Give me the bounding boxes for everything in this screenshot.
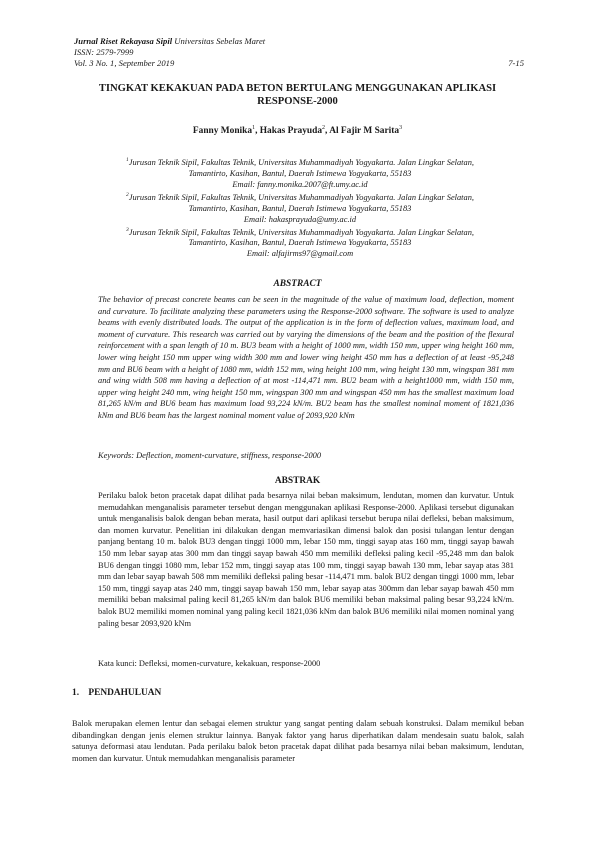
affiliation-mark: 1 [126, 157, 129, 163]
journal-university: Universitas Sebelas Maret [174, 36, 266, 46]
affiliation-address: Jurusan Teknik Sipil, Fakultas Teknik, Universitas Muhammadiyah Yogyakarta. Jalan Lingkar Selatan, [128, 157, 474, 167]
author-name: Al Fajir M Sarita [329, 126, 400, 137]
section-heading [72, 688, 522, 698]
affiliation-line: Tamantirto, Kasihan, Bantul, Daerah Istimewa Yogyakarta, 55183 [188, 168, 412, 178]
affiliation-line [84, 190, 516, 203]
affiliation-address: Jurusan Teknik Sipil, Fakultas Teknik, Universitas Muhammadiyah Yogyakarta. Jalan Lingkar Selatan, [128, 192, 474, 202]
keywords-english: Keywords: Deflection, moment-curvature, stiffness, response-2000 [98, 451, 322, 460]
abstract-heading: ABSTRACT [273, 279, 322, 289]
author-name: Hakas Prayuda [259, 126, 323, 137]
affiliation-email: Email: fanny.monika.2007@ft.umy.ac.id [232, 179, 368, 189]
affiliation-email: Email: alfajirms97@gmail.com [246, 249, 354, 259]
affiliation-block [84, 190, 516, 225]
affiliation-block [84, 155, 516, 190]
author-affiliation-mark: 1 [252, 125, 256, 131]
journal-pages: 7-15 [508, 58, 524, 68]
affiliation-block [84, 225, 516, 260]
affiliation-line: Tamantirto, Kasihan, Bantul, Daerah Istimewa Yogyakarta, 55183 [188, 203, 412, 213]
author-affiliation-mark: 2 [322, 125, 326, 131]
abstract-text: The behavior of precast concrete beams can be seen in the magnitude of the value of maximum load, deflection, moment and curvature. To facilitate analyzing these parameters using the Response-2000 software. The software is used to analyze beams with evenly distributed loads. The output of the application is in the form of deflection values, maximum load, and moment of curvature. This research was carried out by varying the dimensions of the beam and the position of the flexural reinforcement with a span length of 10 m. BU3 beam with a height of 1000 mm, width 150 mm, upper wing height 160 mm, lower wing height 150 mm upper wing width 300 mm and lower wing height 450 mm has a deflection of at least -95,248 mm and BU6 beam with a height of 1080 mm, width 152 mm, wing height 100 mm, wing height 130 mm, wingspan 381 mm and wing width 508 mm having a deflection of at most -114,471 mm. BU2 beam with a height1000 mm, width 150 mm, upper wing height 240 mm, wing height 150 mm, wingspan 300 mm and wingspan 450 mm has the smallest maximum load 81,265 kN/m and BU6 beam has maximum load 93,224 kN/m. BU2 beam has the smallest nominal moment of 1821,036 kNm and BU6 beam has the largest nominal moment value of 2093,920 kNm [98, 295, 514, 420]
paper-title [70, 82, 525, 108]
affiliation-address: Jurusan Teknik Sipil, Fakultas Teknik, Universitas Muhammadiyah Yogyakarta. Jalan Lingkar Selatan, [128, 227, 474, 237]
abstrak-heading: ABSTRAK [274, 476, 321, 486]
journal-header [74, 36, 524, 69]
journal-name: Jurnal Riset Rekayasa Sipil [74, 36, 173, 46]
author-name: Fanny Monika [192, 126, 253, 137]
journal-volume-row [74, 58, 524, 69]
section-title: PENDAHULUAN [88, 688, 162, 698]
affiliation-line [84, 155, 516, 168]
journal-volume: Vol. 3 No. 1, September 2019 [74, 58, 175, 68]
section-number: 1. [72, 688, 80, 698]
affiliation-mark: 2 [126, 191, 129, 198]
abstrak-text: Perilaku balok beton pracetak dapat dilihat pada besarnya nilai beban maksimum, lendutan, momen dan kurvatur. Untuk memudahkan menganalisis parameter tersebut dengan menggunakan aplikasi Response-2000. Aplikasi tersebut digunakan untuk menganalisis balok dengan beban merata, hasil output dari aplikasi tersebut berupa nilai defleksi, beban maksimum, dan momen kurvatur. Penelitian ini dilakukan dengan memvariasikan dimensi balok dan posisi tulangan lentur dengan panjang bentang 10 m. balok BU3 dengan tinggi 1000 mm, lebar 150 mm, tinggi sayap atas 160 mm, tinggi sayap bawah 150 mm lebar sayap atas 300 mm dan tinggi sayap bawah 450 mm memiliki defleksi paling kecil -95,248 mm dan balok BU6 dengan tinggi 1080 mm, lebar 152 mm, tinggi sayap atas 100 mm, tinggi sayap bawah 130 mm, lebar sayap atas 381 mm dan lebar sayap bawah 508 mm memiliki defleksi paling besar -114,471 mm. balok BU2 dengan tinggi 1000 mm, lebar 150 mm, tinggi sayap atas 240 mm, tinggi sayap bawah 150 mm, lebar sayap atas 300mm dan lebar sayap bawah 450 mm memiliki beban maksimal paling kecil 81,265 kN/m dan balok BU6 memiliki beban maksimal paling besar 93,224 kN/m. balok BU2 memiliki momen nominal yang paling kecil 1821,036 kNm dan balok BU6 memiliki nilai momen nominal yang paling besar 2093,920 kNm [98, 491, 514, 628]
affiliation-email: Email: hakasprayuda@umy.ac.id [243, 214, 357, 224]
journal-issn: ISSN: 2579-7999 [74, 47, 134, 57]
author-affiliation-mark: 3 [399, 125, 403, 131]
affiliation-line [84, 225, 516, 238]
paper-title-line-2: RESPONSE-2000 [257, 96, 338, 107]
journal-title-line [74, 36, 524, 47]
affiliation-mark: 3 [126, 226, 129, 233]
affiliation-line: Tamantirto, Kasihan, Bantul, Daerah Istimewa Yogyakarta, 55183 [188, 238, 412, 248]
keywords-indonesian: Kata kunci: Defleksi, momen-curvature, kekakuan, response-2000 [98, 659, 321, 668]
author-list: Fanny Monika$^1$, Hakas Prayuda$^2$, Al Fajir M Sarita$^3$ [192, 125, 403, 137]
affiliation-list [84, 155, 516, 259]
paper-title-line-1: TINGKAT KEKAKUAN PADA BETON BERTULANG MENGGUNAKAN APLIKASI [98, 83, 497, 94]
introduction-paragraph: Balok merupakan elemen lentur dan sebagai elemen struktur yang sangat penting dalam sebuah konstruksi. Dalam memikul beban dibandingkan dengan jenis elemen struktur lainnya. Banyak faktor yang harus diperhatikan dalam mendesain suatu balok, salah satunya deformasi atau lendutan. Pada perilaku balok beton pracetak dapat dilihat pada besarnya nilai beban maksimum, lendutan, momen dan kurvatur. Untuk memudahkan menganalisis parameter [72, 719, 524, 763]
